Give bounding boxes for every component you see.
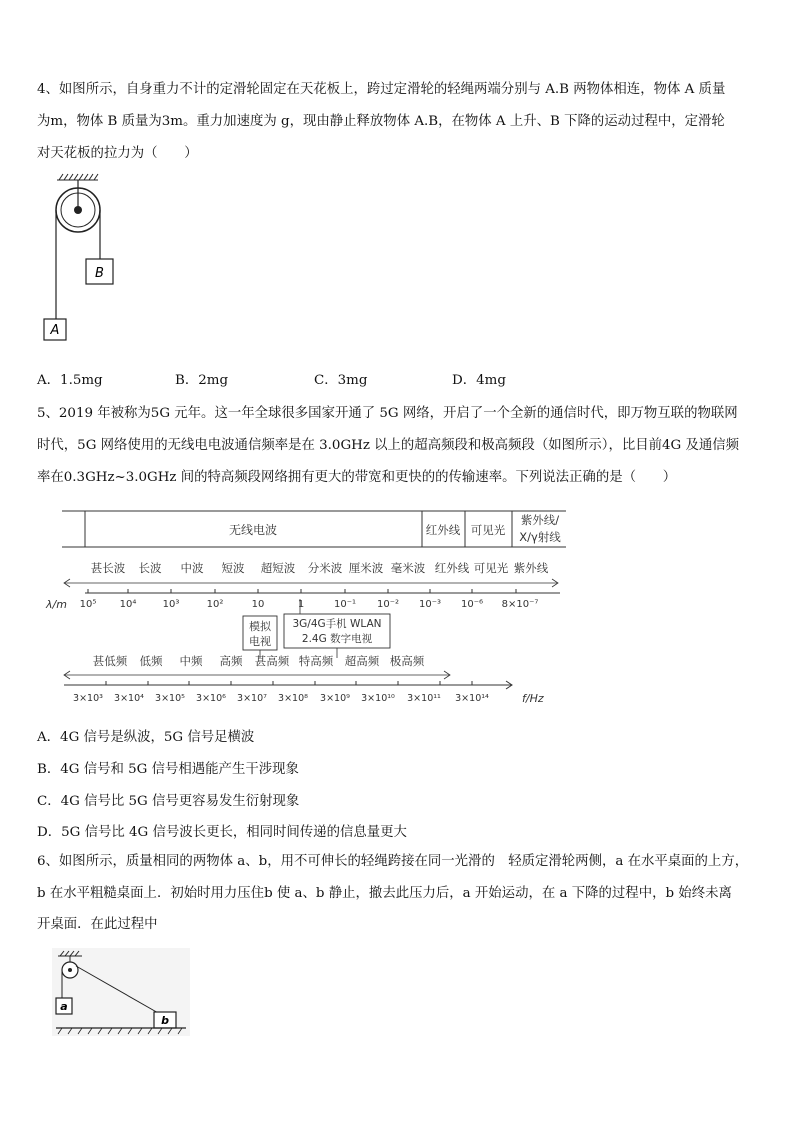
wave-band-2: 中波: [180, 561, 204, 575]
band-infrared-label: 红外线: [425, 523, 461, 537]
analog-tv-line-1: 模拟: [249, 620, 271, 633]
freq-tick-5: 3×10⁸: [278, 693, 308, 704]
em-spectrum-figure: [40, 505, 570, 710]
q4-option-b[interactable]: B．2mg: [175, 373, 229, 388]
wave-band-0: 甚长波: [90, 561, 126, 575]
freq-tick-7: 3×10¹⁰: [361, 693, 395, 704]
band-visible-label: 可见光: [470, 523, 506, 537]
block-a-label: a: [60, 1000, 68, 1013]
lambda-tick-0: 10⁵: [79, 599, 97, 610]
lambda-tick-4: 10: [251, 599, 265, 610]
wave-band-5: 分米波: [307, 561, 343, 575]
q4-stem-line-3: 对天花板的拉力为（ ）: [37, 146, 198, 161]
q4-option-a[interactable]: A．1.5mg: [37, 373, 103, 388]
mobile-wlan-line-2: 2.4G 数字电视: [301, 633, 373, 645]
q6-stem-line-2: b 在水平粗糙桌面上．初始时用力压住b 使 a、b 静止，撤去此压力后，a 开始运动，在 a 下降的过程中，b 始终未离: [37, 886, 732, 901]
q5-stem-line-2: 时代，5G 网络使用的无线电电波通信频率是在 3.0GHz 以上的超高频段和极高频段（如图所示），比目前4G 及通信频: [37, 438, 740, 453]
freq-tick-9: 3×10¹⁴: [455, 693, 489, 704]
lambda-tick-9: 10⁻⁶: [460, 599, 484, 610]
lambda-axis-label: λ/m: [46, 598, 67, 611]
block-b-label: b: [161, 1014, 169, 1027]
mobile-wlan-line-1: 3G/4G手机 WLAN: [292, 618, 382, 630]
freq-band-7: 极高频: [389, 654, 425, 668]
band-xray-label: X/γ射线: [519, 530, 561, 544]
wave-band-7: 毫米波: [390, 561, 426, 575]
wave-band-1: 长波: [138, 561, 162, 575]
q5-stem-line-1: 5、2019 年被称为5G 元年。这一年全球很多国家开通了 5G 网络，开启了一个全新的通信时代，即万物互联的物联网: [37, 406, 738, 421]
ceiling-hatch: [57, 174, 98, 180]
freq-axis-label: f/Hz: [522, 692, 544, 705]
freq-tick-2: 3×10⁵: [155, 693, 185, 704]
freq-band-4: 甚高频: [254, 654, 290, 668]
block-a-label: A: [50, 323, 60, 338]
freq-tick-3: 3×10⁶: [196, 693, 226, 704]
q5-option-c[interactable]: C．4G 信号比 5G 信号更容易发生衍射现象: [37, 794, 300, 809]
freq-band-0: 甚低频: [92, 654, 128, 668]
lambda-tick-5: 1: [297, 599, 305, 610]
freq-band-1: 低频: [139, 654, 163, 668]
q5-option-d[interactable]: D．5G 信号比 4G 信号波长更长，相同时间传递的信息量更大: [37, 825, 407, 840]
q5-option-b[interactable]: B．4G 信号和 5G 信号相遇能产生干涉现象: [37, 762, 299, 777]
q4-option-c[interactable]: C．3mg: [314, 373, 368, 388]
freq-band-2: 中频: [179, 654, 203, 668]
q4-stem-line-1: 4、如图所示，自身重力不计的定滑轮固定在天花板上，跨过定滑轮的轻绳两端分别与 A.B 两物体相连，物体 A 质量: [37, 82, 726, 97]
freq-tick-6: 3×10⁹: [320, 693, 350, 704]
q6-stem-line-1: 6、如图所示，质量相同的两物体 a、b，用不可伸长的轻绳跨接在同一光滑的 轻质定滑轮两侧，a 在水平桌面的上方，: [37, 854, 749, 869]
q4-option-d[interactable]: D．4mg: [452, 373, 506, 388]
lambda-tick-6: 10⁻¹: [333, 599, 357, 610]
wave-band-4: 超短波: [260, 561, 296, 575]
wave-band-8: 红外线: [434, 561, 470, 575]
freq-tick-4: 3×10⁷: [237, 693, 267, 704]
q5-stem-line-3: 率在0.3GHz~3.0GHz 间的特高频段网络拥有更大的带宽和更快的的传输速率。下列说法正确的是（ ）: [37, 470, 677, 485]
wave-band-10: 紫外线: [513, 561, 549, 575]
lambda-tick-7: 10⁻²: [376, 599, 400, 610]
q4-pulley-figure: [40, 172, 120, 344]
freq-band-6: 超高频: [344, 654, 380, 668]
band-uv-label: 紫外线/: [520, 513, 560, 527]
freq-tick-0: 3×10³: [73, 693, 103, 704]
lambda-tick-3: 10²: [206, 599, 224, 610]
lambda-tick-8: 10⁻³: [418, 599, 442, 610]
q6-pulley-figure: [52, 948, 190, 1036]
q5-option-a[interactable]: A．4G 信号是纵波，5G 信号足横波: [37, 730, 255, 745]
band-radio-label: 无线电波: [228, 523, 278, 537]
lambda-tick-1: 10⁴: [119, 599, 137, 610]
block-b-label: B: [95, 266, 104, 281]
analog-tv-line-2: 电视: [249, 635, 271, 648]
freq-band-5: 特高频: [298, 654, 334, 668]
freq-tick-1: 3×10⁴: [114, 693, 144, 704]
freq-tick-8: 3×10¹¹: [407, 693, 441, 704]
q4-stem-line-2: 为m，物体 B 质量为3m。重力加速度为 g，现由静止释放物体 A.B，在物体 A 上升、B 下降的运动过程中，定滑轮: [37, 114, 725, 129]
wave-band-9: 可见光: [473, 561, 509, 575]
wave-band-6: 厘米波: [348, 561, 384, 575]
lambda-tick-2: 10³: [162, 599, 180, 610]
q6-stem-line-3: 开桌面．在此过程中: [37, 917, 158, 932]
freq-band-3: 高频: [219, 654, 243, 668]
wave-band-3: 短波: [221, 561, 245, 575]
lambda-tick-10: 8×10⁻⁷: [501, 599, 539, 610]
